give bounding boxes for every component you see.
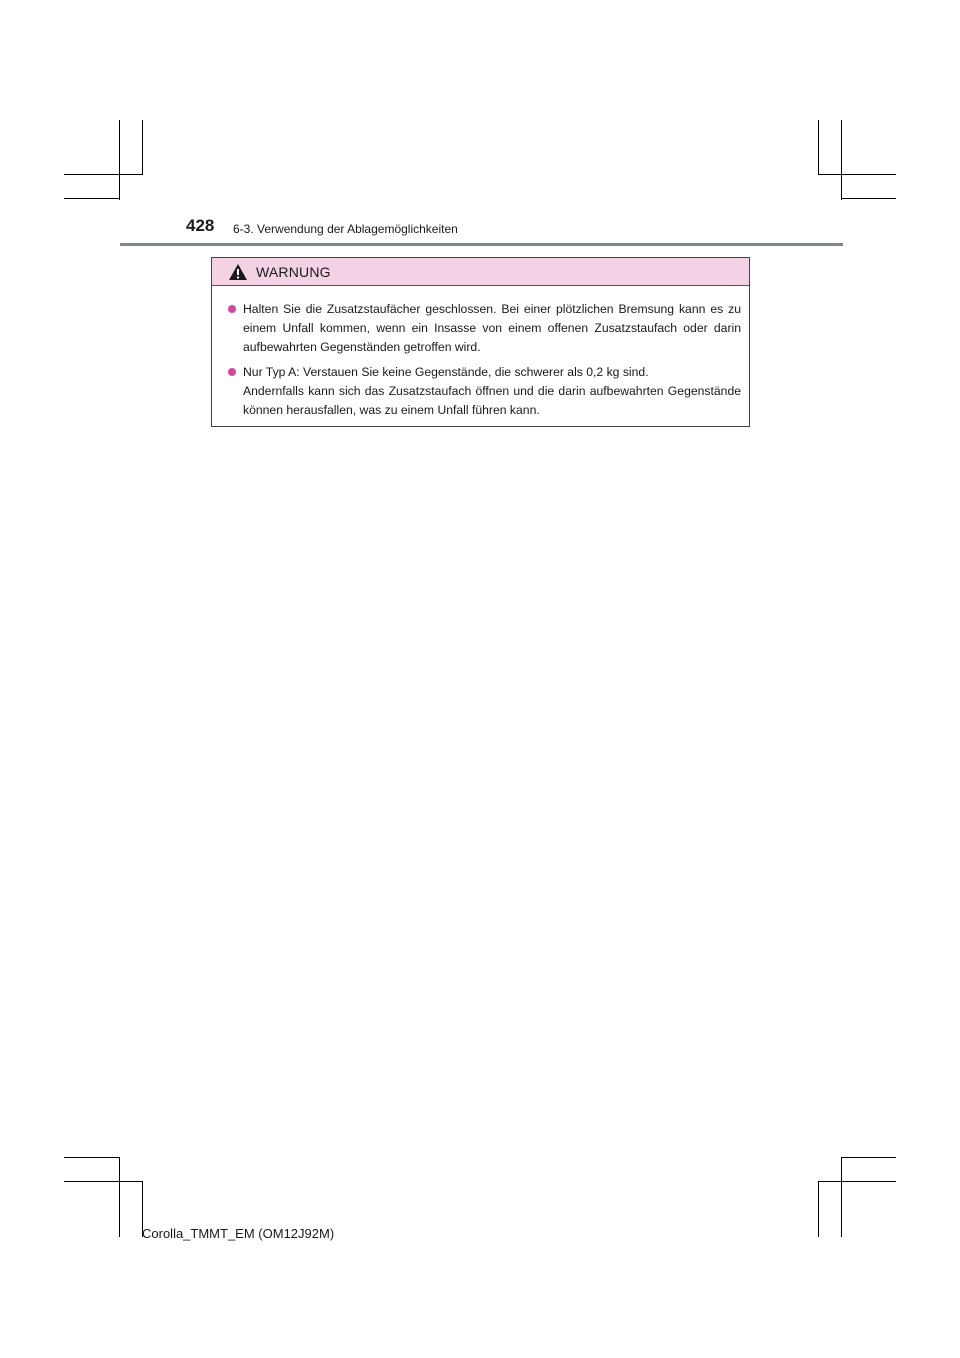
crop-mark	[841, 1157, 842, 1237]
header-rule	[120, 243, 843, 246]
crop-mark	[119, 1157, 120, 1237]
crop-mark	[818, 174, 896, 175]
warning-body	[212, 286, 749, 420]
crop-mark	[119, 120, 120, 200]
warning-triangle-icon	[228, 263, 248, 281]
page-number: 428	[186, 216, 215, 235]
crop-mark	[841, 198, 896, 199]
crop-mark	[142, 120, 143, 175]
item-line: Andernfalls kann sich das Zusatzstaufach öffnen und die darin aufbewahrten Gegenstände können herausfallen, was zu einem Unfall führen kann.	[243, 384, 741, 417]
crop-mark	[64, 1181, 142, 1182]
warning-box	[211, 257, 750, 427]
crop-mark	[64, 1157, 120, 1158]
footer-text: Corolla_TMMT_EM (OM12J92M)	[142, 1226, 335, 1241]
crop-mark	[818, 1181, 819, 1237]
list-item-text	[243, 363, 741, 420]
crop-mark	[64, 198, 120, 199]
crop-mark	[841, 120, 842, 200]
crop-mark	[818, 120, 819, 175]
crop-mark	[64, 174, 142, 175]
bullet-icon	[228, 305, 236, 313]
list-item	[228, 300, 741, 357]
item-line: Nur Typ A: Verstauen Sie keine Gegenstände, die schwerer als 0,2 kg sind.	[243, 365, 649, 379]
crop-mark	[841, 1157, 896, 1158]
section-title: 6-3. Verwendung der Ablagemöglichkeiten	[233, 222, 458, 236]
bullet-icon	[228, 368, 236, 376]
crop-mark	[818, 1181, 896, 1182]
warning-header	[212, 258, 749, 286]
warning-title: WARNUNG	[256, 263, 331, 280]
list-item	[228, 363, 741, 420]
list-item-text	[243, 300, 741, 357]
item-line: Halten Sie die Zusatzstaufächer geschlossen. Bei einer plötzlichen Bremsung kann es zu einem Unfall kommen, wenn ein Insasse von einem offenen Zusatzstaufach oder darin aufbewahrten Gegenständen getroffen wird.	[243, 302, 741, 354]
